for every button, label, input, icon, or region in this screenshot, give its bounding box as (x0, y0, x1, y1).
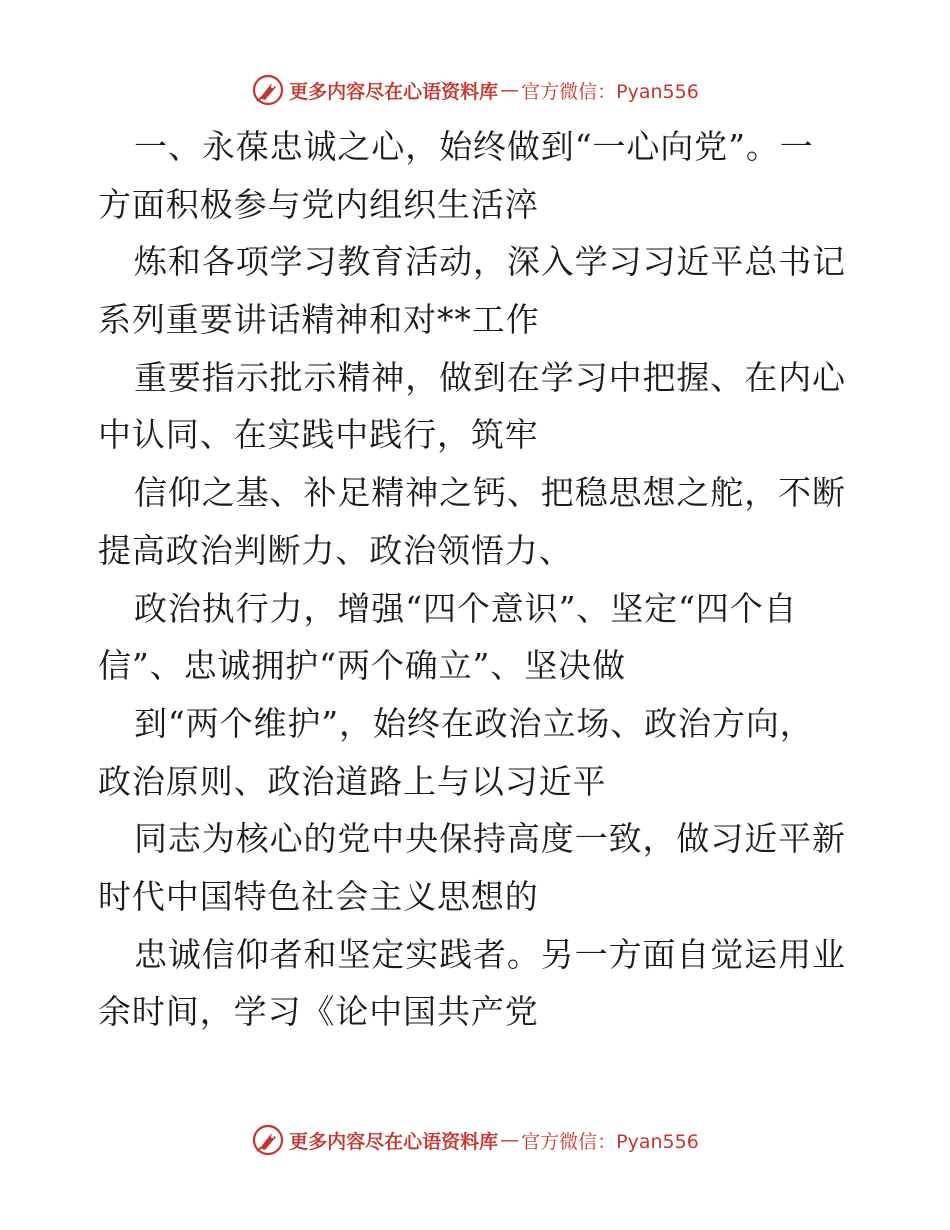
text-line: 重要指示批示精神，做到在学习中把握、在内心 (134, 357, 846, 397)
text-line: 时代中国特色社会主义思想的 (98, 876, 539, 916)
text-line: 到“两个维护”，始终在政治立场、政治方向， (134, 703, 814, 743)
banner-text: 更多内容尽在心语资料库 (289, 1130, 499, 1153)
text-line: 方面积极参与党内组织生活淬 (98, 184, 539, 224)
document-body (98, 118, 858, 1041)
text-line: 忠诚信仰者和坚定实践者。另一方面自觉运用业 (134, 934, 846, 974)
banner-separator: — (500, 1129, 520, 1151)
text-line: 同志为核心的党中央保持高度一致，做习近平新 (134, 819, 846, 859)
pen-nib-logo-icon (251, 1123, 285, 1157)
text-line: 炼和各项学习教育活动，深入学习习近平总书记 (134, 242, 846, 282)
pen-nib-logo-icon (251, 73, 285, 107)
text-line: 系列重要讲话精神和对**工作 (98, 300, 540, 340)
text-line: 信仰之基、补足精神之钙、把稳思想之舵，不断 (134, 473, 846, 513)
banner-separator: — (500, 79, 520, 101)
banner-wechat: 官方微信：Pyan556 (521, 80, 699, 103)
banner-text: 更多内容尽在心语资料库 (289, 80, 499, 103)
header-banner (0, 72, 950, 108)
footer-banner (0, 1122, 950, 1158)
banner-wechat: 官方微信：Pyan556 (521, 1130, 699, 1153)
text-line: 中认同、在实践中践行，筑牢 (98, 415, 539, 455)
text-line: 信”、忠诚拥护“两个确立”、坚决做 (98, 646, 626, 686)
text-line: 一、永葆忠诚之心，始终做到“一心向党”。一 (134, 127, 814, 166)
text-line: 提高政治判断力、政治领悟力、 (98, 530, 573, 570)
text-line: 余时间，学习《论中国共产党 (98, 992, 539, 1032)
text-line: 政治执行力，增强“四个意识”、坚定“四个自 (134, 588, 798, 628)
text-line: 政治原则、政治道路上与以习近平 (98, 761, 607, 801)
